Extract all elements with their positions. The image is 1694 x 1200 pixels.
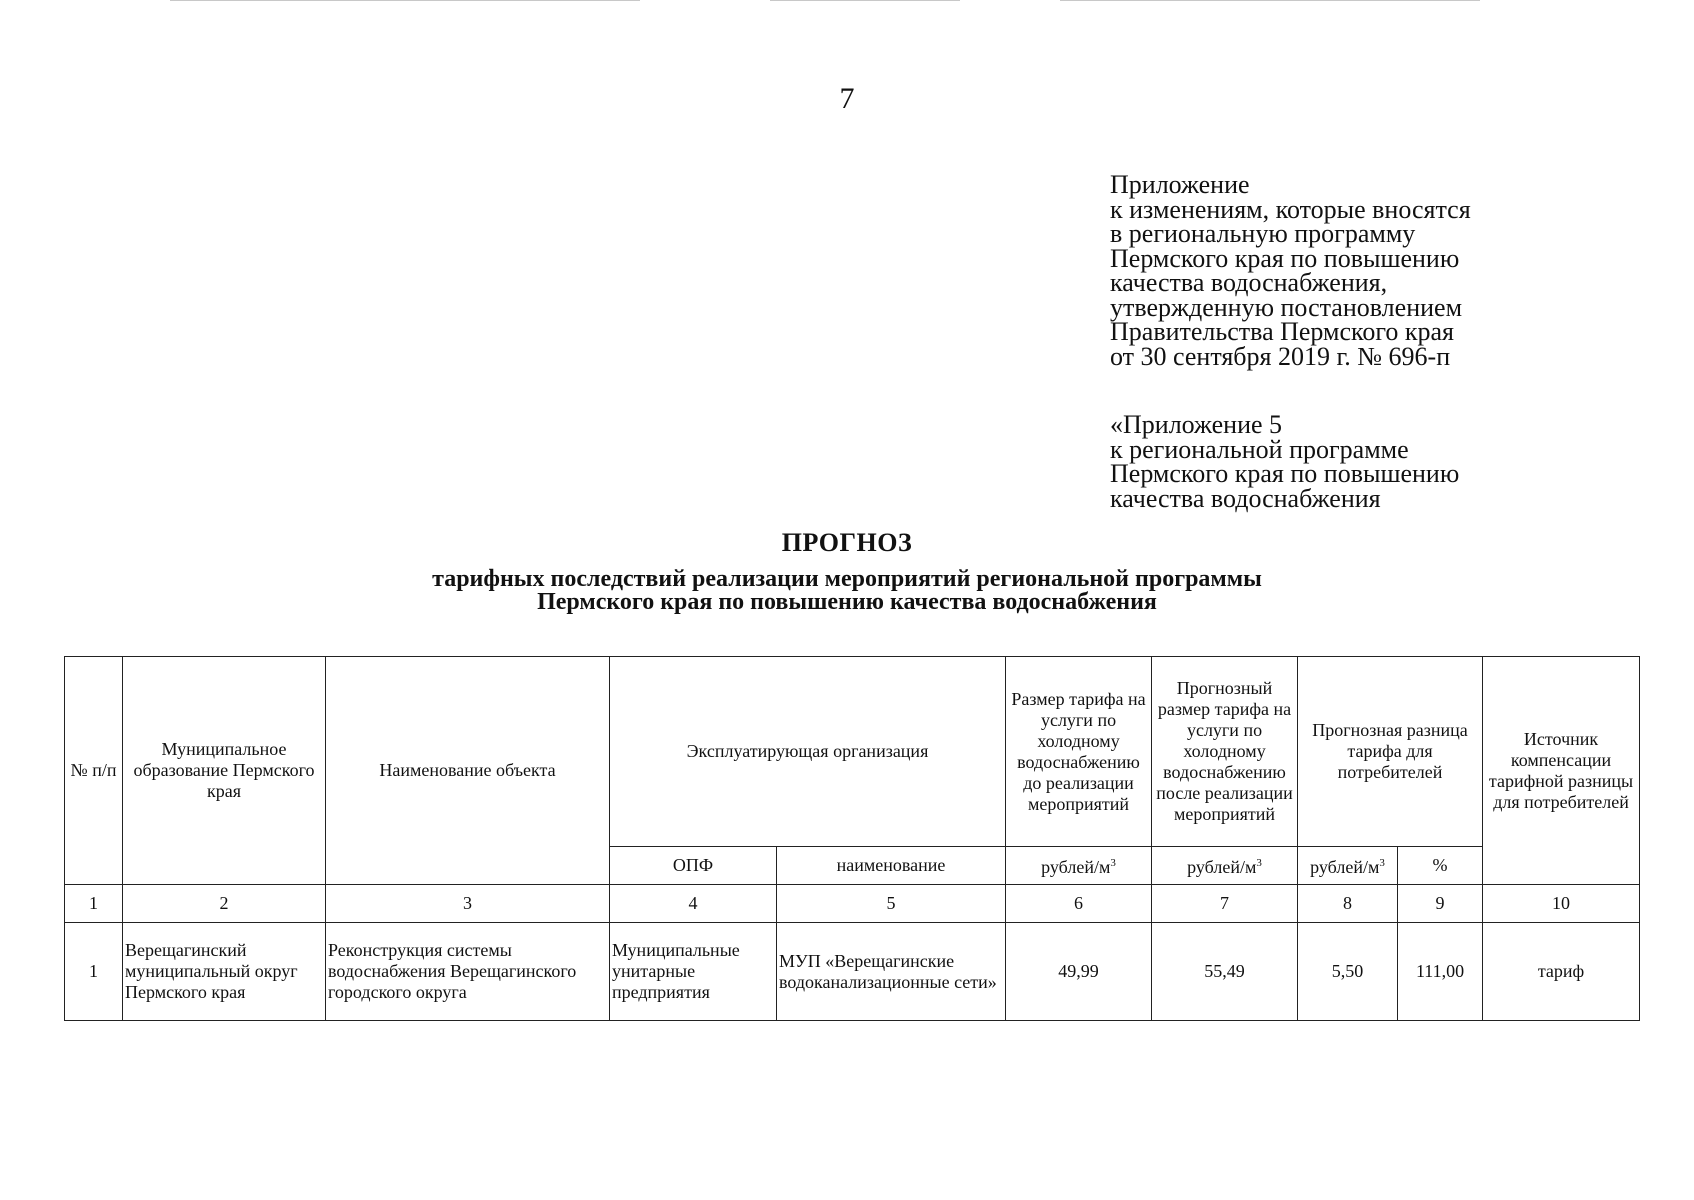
annex-line: Пермского края по повышению [1110, 459, 1460, 488]
column-number: 10 [1483, 885, 1640, 923]
document-title: ПРОГНОЗ [781, 528, 913, 557]
cell-num: 1 [65, 923, 123, 1021]
annex-line: к региональной программе [1110, 434, 1409, 464]
header-percent: % [1398, 847, 1483, 885]
unit-exponent: 3 [1256, 857, 1262, 869]
cell-diff-pct: 111,00 [1398, 923, 1483, 1021]
appendix-line: Приложение [1110, 170, 1250, 199]
unit-label: рублей/м [1041, 857, 1111, 877]
subtitle-line: тарифных последствий реализации мероприятий региональной программы [432, 566, 1262, 592]
forecast-table [64, 656, 1640, 1021]
unit-label: рублей/м [1187, 857, 1257, 877]
appendix-line: утвержденную постановлением [1110, 292, 1463, 322]
scan-edge-top-right [1060, 0, 1480, 1]
column-number: 4 [610, 885, 777, 923]
header-operator: Эксплуатирующая организация [610, 657, 1006, 847]
scan-edge-top-left [170, 0, 640, 1]
appendix-line: к изменениям, которые вносятся [1110, 194, 1471, 224]
header-tariff-after: Прогнозный размер тарифа на услуги по холодному водоснабжению после реализации мероприятий [1152, 657, 1298, 847]
scan-edge-top-middle [770, 0, 960, 1]
header-municipality: Муниципальное образование Пермского края [123, 657, 326, 885]
header-tariff-before: Размер тарифа на услуги по холодному водоснабжению до реализации мероприятий [1006, 657, 1152, 847]
column-number: 1 [65, 885, 123, 923]
cell-diff-rub: 5,50 [1298, 923, 1398, 1021]
column-number: 2 [123, 885, 326, 923]
unit-exponent: 3 [1379, 857, 1385, 869]
cell-source: тариф [1483, 923, 1640, 1021]
header-row [65, 657, 1640, 847]
page-number: 7 [839, 82, 855, 115]
header-source: Источник компенсации тарифной разницы для потребителей [1483, 657, 1640, 885]
column-number: 3 [326, 885, 610, 923]
appendix-line: качества водоснабжения, [1110, 268, 1388, 297]
cell-operator-name: МУП «Верещагинские водоканализационные сети» [777, 923, 1006, 1021]
column-number: 8 [1298, 885, 1398, 923]
cell-object: Реконструкция системы водоснабжения Верещагинского городского округа [326, 923, 610, 1021]
column-number-row [65, 885, 1640, 923]
appendix-line: от 30 сентября 2019 г. № 696-п [1110, 341, 1451, 371]
column-number: 9 [1398, 885, 1483, 923]
subtitle-line: Пермского края по повышению качества водоснабжения [537, 589, 1157, 615]
cell-tariff-before: 49,99 [1006, 923, 1152, 1021]
annex-line: «Приложение 5 [1110, 410, 1283, 439]
header-unit-before [1006, 847, 1152, 885]
cell-tariff-after: 55,49 [1152, 923, 1298, 1021]
column-number: 6 [1006, 885, 1152, 923]
cell-municipality: Верещагинский муниципальный округ Пермского края [123, 923, 326, 1021]
header-name: наименование [777, 847, 1006, 885]
header-num: № п/п [65, 657, 123, 885]
unit-exponent: 3 [1110, 857, 1116, 869]
column-number: 7 [1152, 885, 1298, 923]
annex-block [1110, 410, 1460, 513]
header-difference: Прогнозная разница тарифа для потребителей [1298, 657, 1483, 847]
table-row [65, 923, 1640, 1021]
unit-label: рублей/м [1310, 857, 1380, 877]
document-subtitle [0, 568, 1694, 614]
column-number: 5 [777, 885, 1006, 923]
cell-opf: Муниципальные унитарные предприятия [610, 923, 777, 1021]
annex-line: качества водоснабжения [1110, 483, 1381, 513]
appendix-line: в региональную программу [1110, 219, 1416, 248]
header-unit-diff [1298, 847, 1398, 885]
header-opf: ОПФ [610, 847, 777, 885]
appendix-block [1110, 170, 1471, 371]
appendix-line: Пермского края по повышению [1110, 243, 1460, 273]
header-object: Наименование объекта [326, 657, 610, 885]
header-unit-after [1152, 847, 1298, 885]
appendix-line: Правительства Пермского края [1110, 317, 1454, 346]
